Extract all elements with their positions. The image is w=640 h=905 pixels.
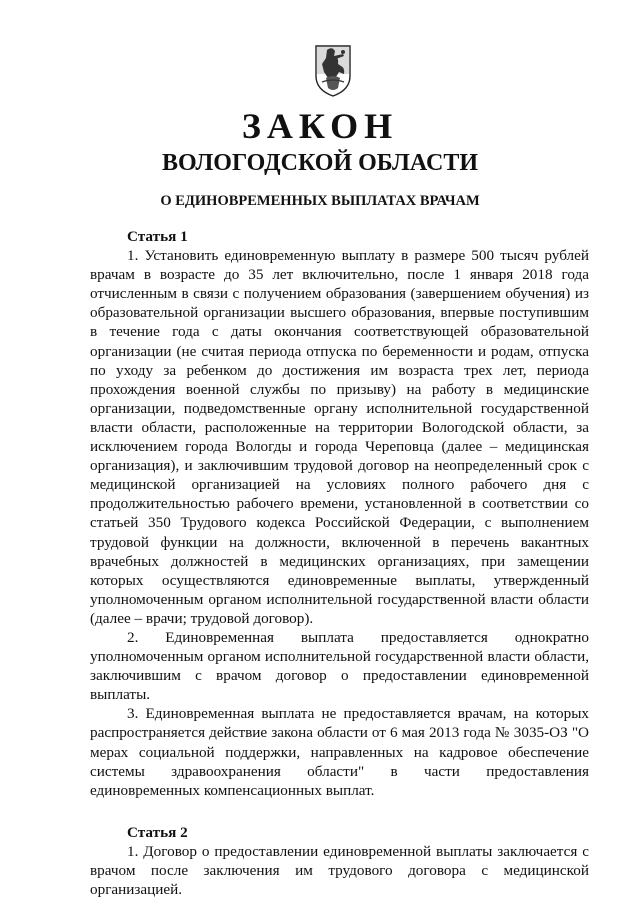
article-heading: Статья 1 bbox=[127, 228, 188, 245]
law-subject: О ЕДИНОВРЕМЕННЫХ ВЫПЛАТАХ ВРАЧАМ bbox=[160, 193, 480, 209]
law-title: ЗАКОН bbox=[241, 106, 399, 146]
article-paragraph: 1. Установить единовременную выплату в размере 500 тысяч рублей врачам в возрасте до 35 лет включительно, после 1 января 2018 года отчисленным в связи с получением образования (завершением обучения) из образовательной организации высшего образования, впервые поступившим в течение года с даты окончания соответствующей образовательной организации (не считая периода отпуска по беременности и родам, отпуска по уходу за ребенком до достижения им возраста трех лет, периода прохождения военной службы по призыву) на работу в медицинские организации, подведомственные органу исполнительной государственной власти области, расположенные на территории Вологодской области, за исключением города Вологды и города Череповца (далее – медицинская организация), и заключившим трудовой договор на неопределенный срок с медицинской организацией на условиях полного рабочего дня с продолжительностью рабочего времени, установленной в соответствии со статьей 350 Трудового кодекса Российской Федерации, с выполнением трудовой функции на должности, включенной в перечень вакантных врачебных должностей в медицинских организациях, при замещении которых осуществляются единовременные выплаты, утвержденный уполномоченным органом исполнительной государственной власти области (далее – врачи; трудовой договор). bbox=[90, 247, 589, 627]
coat-of-arms-icon bbox=[314, 44, 352, 98]
article-paragraph: 3. Единовременная выплата не предоставляется врачам, на которых распространяется действие закона области от 6 мая 2013 года № 3035-ОЗ "О мерах социальной поддержки, направленных на кадровое обеспечение системы здравоохранения области" в части предоставления единовременных компенсационных выплат. bbox=[90, 705, 589, 799]
law-body bbox=[90, 227, 589, 899]
article-paragraph: 2. Единовременная выплата предоставляется однократно уполномоченным органом исполнительной государственной власти области, заключившим с врачом договор о предоставлении единовременной выплаты. bbox=[90, 628, 589, 704]
article-heading: Статья 2 bbox=[127, 823, 188, 841]
article-paragraph: 1. Договор о предоставлении единовременной выплаты заключается с врачом после заключения им трудового договора с медицинской организацией. bbox=[90, 842, 589, 899]
article-spacer bbox=[90, 800, 589, 823]
region-title: ВОЛОГОДСКОЙ ОБЛАСТИ bbox=[161, 150, 479, 176]
